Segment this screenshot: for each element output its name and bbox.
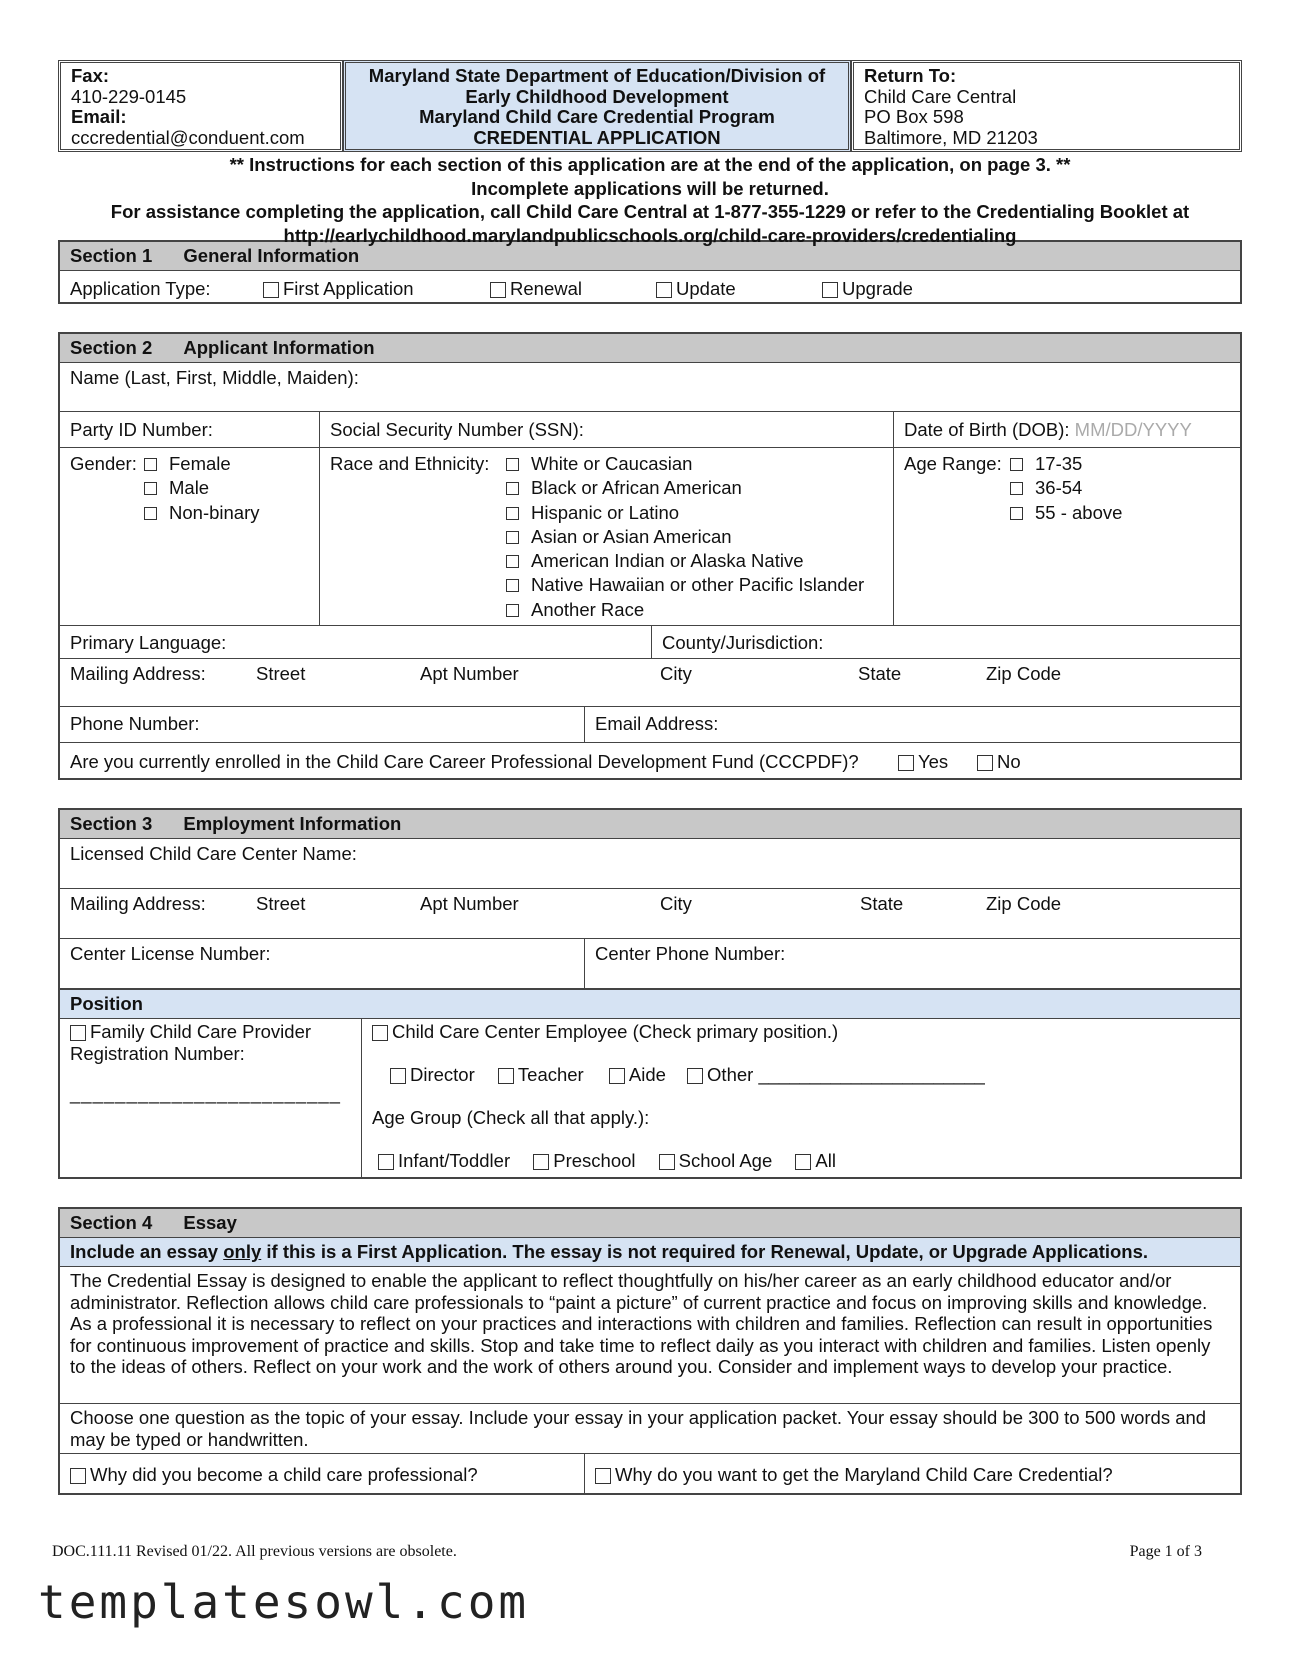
option-label: Teacher (517, 1064, 584, 1085)
party-id-label: Party ID Number: (70, 419, 213, 440)
fax-email-box (58, 60, 343, 152)
center-name-field[interactable] (60, 839, 1240, 888)
page-number: Page 1 of 3 (1129, 1543, 1202, 1560)
center-phone-field[interactable] (584, 939, 1240, 988)
option-label: Why did you become a child care professional? (90, 1464, 478, 1485)
roles-row (390, 1064, 985, 1086)
checkbox[interactable] (70, 1025, 86, 1041)
center-name-label: Licensed Child Care Center Name: (70, 843, 357, 864)
option-update[interactable] (656, 274, 736, 304)
section-1-header (60, 242, 1240, 271)
option-label: Family Child Care Provider (90, 1021, 312, 1042)
option-label: Child Care Center Employee (Check primary position.) (392, 1021, 839, 1042)
apt-number-label: Apt Number (420, 663, 519, 684)
party-id-field[interactable] (60, 412, 319, 447)
document-revision: DOC.111.11 Revised 01/22. All previous versions are obsolete. (52, 1543, 457, 1560)
age-group-infant-toddler[interactable] (378, 1150, 510, 1171)
email-field[interactable] (584, 707, 1240, 742)
section-1-title: General Information (183, 245, 360, 266)
instructions (58, 154, 1242, 246)
option-label: Director (410, 1064, 475, 1085)
section-1 (58, 240, 1242, 304)
name-field[interactable] (60, 363, 1240, 411)
essay-questions-row (60, 1453, 1240, 1493)
option-label: Native Hawaiian or other Pacific Islander (531, 574, 865, 596)
section-3-header (60, 810, 1240, 839)
apt-number-label: Apt Number (420, 893, 519, 914)
checkbox[interactable] (595, 1468, 611, 1484)
gender-male[interactable] (144, 476, 260, 500)
center-employee-option[interactable] (372, 1021, 1230, 1043)
option-label: No (997, 751, 1021, 772)
gender-label: Gender: (70, 453, 137, 474)
checkbox[interactable] (977, 755, 993, 771)
checkbox[interactable] (498, 1068, 514, 1084)
id-row (60, 411, 1240, 447)
option-label: White or Caucasian (531, 453, 693, 474)
mailing-address-label: Mailing Address: (70, 663, 206, 684)
section-2 (58, 332, 1242, 780)
gender-female[interactable] (144, 452, 260, 476)
family-provider-cell (60, 1019, 361, 1177)
primary-language-field[interactable] (60, 626, 651, 658)
option-label: 17-35 (1035, 453, 1083, 474)
option-first-application[interactable] (263, 274, 414, 304)
state-label: State (858, 663, 902, 684)
checkbox[interactable] (687, 1068, 703, 1084)
watermark: templatesowl.com (38, 1575, 530, 1629)
application-form (58, 60, 1242, 1495)
gender-field (60, 448, 319, 625)
race-pacific-islander[interactable] (506, 573, 864, 597)
city-label: City (660, 893, 692, 914)
role-other[interactable] (687, 1064, 985, 1085)
option-label: Renewal (510, 278, 582, 299)
option-label: Other ______________________ (707, 1064, 985, 1085)
mailing-address-label: Mailing Address: (70, 893, 206, 914)
checkbox[interactable] (1010, 507, 1023, 520)
checkbox[interactable] (70, 1468, 86, 1484)
application-type-row (60, 271, 1240, 303)
essay-paragraph: The Credential Essay is designed to enable the applicant to reflect thoughtfully on his/her career as an early childhood educator and/or administrator. Reflection allows child care professionals to “paint a picture” of current practice and focus on improving skills and knowledge. As a professional it is necessary to reflect on your practices and interactions with children and families. Reflection can result in opportunities for continuous improvement of practice and skills. Stop and take time to reflect daily as you interact with children and families. Listen openly to the ideas of others. Reflect on your work and the work of others around you. Consider and implement ways to develop your practice. (70, 1270, 1213, 1377)
family-provider-option[interactable] (70, 1021, 351, 1043)
option-label: Upgrade (842, 278, 913, 299)
dob-label: Date of Birth (DOB): (904, 419, 1070, 440)
checkbox[interactable] (533, 1154, 549, 1170)
phone-field[interactable] (60, 707, 584, 742)
instruction-link[interactable]: http://earlychildhood.marylandpublicschools.org/child-care-providers/credentialing (283, 224, 1017, 246)
street-label: Street (256, 893, 306, 914)
age-range-label: Age Range: (904, 453, 1002, 474)
age-group-label: Age Group (Check all that apply.): (372, 1107, 650, 1128)
application-type-label: Application Type: (70, 278, 211, 299)
section-3-title: Employment Information (183, 813, 402, 834)
role-teacher[interactable] (498, 1064, 584, 1085)
cccpdf-row (60, 742, 1240, 778)
state-label: State (860, 893, 904, 914)
race-american-indian[interactable] (506, 549, 864, 573)
essay-note-text: Include an essay (70, 1241, 224, 1262)
checkbox[interactable] (506, 458, 519, 471)
age-36-54[interactable] (1010, 476, 1122, 500)
checkbox[interactable] (1010, 458, 1023, 471)
option-label: First Application (283, 278, 414, 299)
registration-label: Registration Number: (70, 1043, 245, 1064)
role-director[interactable] (390, 1064, 475, 1085)
center-license-field[interactable] (60, 939, 584, 988)
cccpdf-yes[interactable] (898, 746, 948, 778)
instruction-line-3: For assistance completing the application, call Child Care Central at 1-877-355-1229 or refer to the Credentialing Booklet at (110, 201, 1190, 222)
street-label: Street (256, 663, 306, 684)
essay-note (60, 1238, 1240, 1267)
checkbox[interactable] (822, 282, 838, 298)
contact-row (60, 706, 1240, 742)
race-black[interactable] (506, 476, 864, 500)
age-groups-row (378, 1150, 836, 1172)
cccpdf-question: Are you currently enrolled in the Child Care Career Professional Development Fund (CCCPDF)? (70, 751, 859, 772)
dob-field[interactable] (893, 412, 1240, 447)
ssn-field[interactable] (319, 412, 893, 447)
checkbox[interactable] (263, 282, 279, 298)
checkbox[interactable] (390, 1068, 406, 1084)
section-1-number: Section 1 (70, 245, 153, 266)
checkbox[interactable] (506, 482, 519, 495)
checkbox[interactable] (609, 1068, 625, 1084)
center-license-label: Center License Number: (70, 943, 271, 964)
center-phone-label: Center Phone Number: (595, 943, 786, 964)
race-hispanic[interactable] (506, 501, 864, 525)
option-upgrade[interactable] (822, 274, 913, 304)
primary-language-label: Primary Language: (70, 632, 227, 653)
option-label: Hispanic or Latino (531, 501, 680, 523)
zip-code-label: Zip Code (986, 663, 1062, 684)
county-label: County/Jurisdiction: (662, 632, 824, 653)
return-to-box (851, 60, 1242, 152)
option-label: Update (676, 278, 736, 299)
fax-number: 410-229-0145 (71, 85, 187, 107)
option-label: Another Race (531, 598, 645, 620)
age-55-above[interactable] (1010, 501, 1122, 525)
role-aide[interactable] (609, 1064, 666, 1085)
gender-nonbinary[interactable] (144, 501, 260, 525)
form-title-box (343, 60, 851, 152)
checkbox[interactable] (506, 579, 519, 592)
city-label: City (660, 663, 692, 684)
checkbox[interactable] (144, 482, 157, 495)
checkbox[interactable] (506, 555, 519, 568)
center-employee-cell (361, 1019, 1240, 1177)
title-line-1: Maryland State Department of Education/Division of (368, 65, 826, 86)
race-asian[interactable] (506, 525, 864, 549)
age-range-field (893, 448, 1240, 625)
option-label: All (815, 1150, 836, 1171)
cccpdf-no[interactable] (977, 746, 1021, 778)
county-field[interactable] (651, 626, 1240, 658)
phone-label: Phone Number: (70, 713, 200, 734)
section-2-title: Applicant Information (183, 337, 375, 358)
option-label: Infant/Toddler (398, 1150, 511, 1171)
age-group-preschool[interactable] (533, 1150, 635, 1171)
section-2-header (60, 334, 1240, 363)
option-label: Black or African American (531, 477, 742, 499)
checkbox[interactable] (378, 1154, 394, 1170)
option-label: 55 - above (1035, 501, 1123, 523)
essay-note-text-end: if this is a First Application. The essay is not required for Renewal, Update, or Upgrade Applications. (261, 1241, 1149, 1262)
title-line-2: Early Childhood Development (465, 85, 729, 107)
checkbox[interactable] (656, 282, 672, 298)
name-label: Name (Last, First, Middle, Maiden): (70, 367, 359, 388)
option-label: Asian or Asian American (531, 525, 732, 547)
essay-note-only: only (223, 1241, 262, 1262)
option-renewal[interactable] (490, 274, 582, 304)
return-label: Return To: (864, 65, 957, 86)
section-2-number: Section 2 (70, 337, 153, 358)
position-label: Position (70, 993, 143, 1014)
checkbox[interactable] (795, 1154, 811, 1170)
title-line-4: CREDENTIAL APPLICATION (473, 126, 721, 148)
section-4-header (60, 1209, 1240, 1238)
age-group-school-age[interactable] (659, 1150, 773, 1171)
essay-question-2[interactable] (584, 1454, 1240, 1493)
essay-choose-text: Choose one question as the topic of your essay. Include your essay in your application packet. Your essay should be 300 to 500 words and may be typed or handwritten. (60, 1403, 1240, 1453)
checkbox[interactable] (372, 1025, 388, 1041)
race-white[interactable] (506, 452, 864, 476)
race-label: Race and Ethnicity: (330, 453, 490, 474)
mailing-address-row[interactable] (60, 658, 1240, 706)
checkbox[interactable] (144, 458, 157, 471)
race-another[interactable] (506, 598, 864, 622)
option-label: Aide (628, 1064, 666, 1085)
section-4-title: Essay (183, 1212, 237, 1233)
age-17-35[interactable] (1010, 452, 1122, 476)
ssn-label: Social Security Number (SSN): (330, 419, 584, 440)
option-label: American Indian or Alaska Native (531, 550, 804, 572)
checkbox[interactable] (659, 1154, 675, 1170)
checkbox[interactable] (506, 507, 519, 520)
center-mailing-row[interactable] (60, 888, 1240, 938)
checkbox[interactable] (898, 755, 914, 771)
checkbox[interactable] (506, 531, 519, 544)
title-line-3: Maryland Child Care Credential Program (419, 106, 775, 127)
option-label: Non-binary (169, 501, 260, 523)
option-label: Preschool (553, 1150, 636, 1171)
essay-question-1[interactable] (60, 1454, 584, 1493)
checkbox[interactable] (144, 507, 157, 520)
checkbox[interactable] (490, 282, 506, 298)
instruction-line-2: Incomplete applications will be returned. (471, 177, 829, 199)
option-label: Male (169, 477, 210, 499)
section-3 (58, 808, 1242, 1179)
form-header (58, 60, 1242, 152)
instruction-line-1: ** Instructions for each section of this application are at the end of the application, on page 3. ** (229, 154, 1071, 175)
dob-placeholder: MM/DD/YYYY (1074, 419, 1192, 440)
zip-code-label: Zip Code (986, 893, 1062, 914)
checkbox[interactable] (1010, 482, 1023, 495)
race-field (319, 448, 893, 625)
option-label: 36-54 (1035, 477, 1083, 499)
return-line-2: PO Box 598 (864, 106, 964, 127)
checkbox[interactable] (506, 604, 519, 617)
option-label: Female (169, 453, 231, 474)
option-label: Why do you want to get the Maryland Child Care Credential? (615, 1464, 1113, 1485)
email-address: cccredential@conduent.com (71, 126, 305, 148)
age-group-all[interactable] (795, 1150, 836, 1171)
option-label: Yes (918, 751, 949, 772)
language-row (60, 625, 1240, 658)
return-line-3: Baltimore, MD 21203 (864, 126, 1038, 148)
position-header (60, 988, 1240, 1019)
email-label: Email: (71, 106, 127, 127)
fax-label: Fax: (71, 65, 110, 86)
option-label: School Age (678, 1150, 773, 1171)
position-row (60, 1019, 1240, 1177)
registration-blank[interactable]: ________________________ (70, 1083, 341, 1104)
section-3-number: Section 3 (70, 813, 153, 834)
demographics-row (60, 447, 1240, 625)
section-4-number: Section 4 (70, 1212, 153, 1233)
license-row (60, 938, 1240, 988)
return-line-1: Child Care Central (864, 85, 1017, 107)
section-4 (58, 1207, 1242, 1495)
email-label: Email Address: (595, 713, 719, 734)
